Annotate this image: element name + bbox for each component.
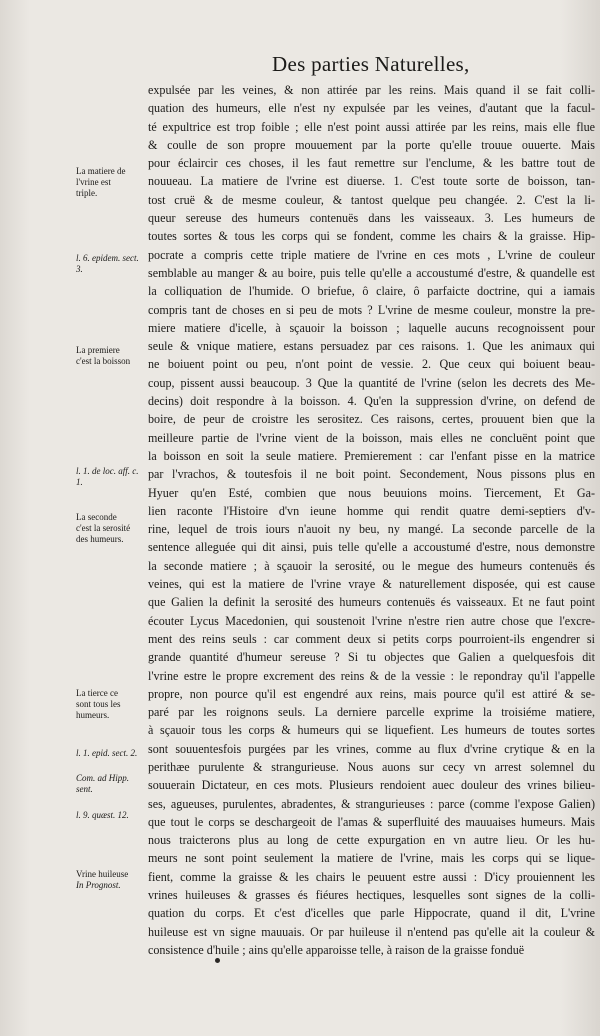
text-line: coup, pissent aussi beaucoup. 3 Que la quantité de l'vrine (selon les decrets des Me- (148, 375, 595, 390)
margin-note-line: La seconde (76, 512, 117, 522)
text-line: la boisson en soit la seule matiere. Premierement : car l'enfant pisse en la matrice (148, 448, 595, 463)
margin-note-urine-matter (76, 166, 146, 199)
text-line: té expultrice est trop foible ; elle n'est point aussi attirée par les reins, mais elle flue (148, 119, 595, 134)
text-line: compris tant de choses en si peu de mots ? L'vrine de mesme couleur, monstre la pre- (148, 302, 595, 317)
margin-note-line: sont tous les (76, 699, 121, 709)
text-line: quation des humeurs, elle n'est ny expulsée par les veines, d'autant que la facul- (148, 101, 595, 116)
text-line: consistence d'huile ; ains qu'elle apparoisse telle, à raison de la graisse fonduë (148, 942, 525, 957)
ink-spot (215, 958, 220, 963)
text-line: écouter Lycus Macedonien, qui soustenoit l'vrine n'estre rien autre chose que l'excre- (148, 613, 595, 628)
running-head-title: Des parties Naturelles, (272, 52, 470, 76)
text-line: perithæe purulente & strangurieuse. Nous auons sur cecy vn arrest solemnel du (148, 759, 595, 774)
margin-note-line: l. 6. epidem. sect. (76, 253, 139, 263)
text-line: par l'vrachos, & toutesfois il ne boit point. Secondement, Nous pissons plus en (148, 467, 595, 482)
text-line: queur sereuse des humeurs contenuës dans les vaisseaux. 3. Les humeurs de (148, 211, 595, 226)
margin-note-line: sent. (76, 784, 93, 794)
text-line: veines, qui est la matiere de l'vrine vraye & naturellement disposée, qui est cause (148, 577, 595, 592)
margin-note-ref-loc-aff (76, 466, 146, 488)
text-line: pour éclaircir ces choses, il les faut remettre sur l'enclume, & les battre tout de (148, 156, 595, 171)
margin-note-line: c'est la boisson (76, 356, 131, 366)
text-line: nouueau. La matiere de l'vrine est diuerse. 1. C'est toute sorte de boisson, tan- (148, 174, 595, 189)
text-line: ses, agueuses, purulentes, abradentes, & strangurieuses : parce (comme l'expose Galien) (148, 796, 595, 811)
margin-note-ref-epidem (76, 253, 146, 275)
margin-note-line: La premiere (76, 345, 120, 355)
text-line: meilleure partie de l'vrine vient de la boisson, mais elles ne concluënt point que (148, 430, 595, 445)
text-line: huileuse est vn signe mauuais. Or par huileuse il n'entend pas qu'elle ait la couleur & (148, 924, 595, 939)
margin-note-line: In Prognost. (76, 880, 121, 890)
text-line: semblable au manger & au boire, puis telle qu'elle a accoustumé d'estre, & quandelle est (148, 265, 595, 280)
margin-note-line: l'vrine est (76, 177, 111, 187)
text-line: que Galien la definit la serosité des humeurs contenuës és vaisseaux. Et ne faut point (148, 595, 595, 610)
text-line: l'vrine estre le propre excrement des reins & de la vessie : le repondray qu'il l'appelle (148, 668, 595, 683)
margin-note-line: l. 1. de loc. aff. c. (76, 466, 139, 476)
margin-note-ref-quaest (76, 810, 146, 821)
text-line: pocrate a compris cette triple matiere de l'vrine en ces mots , L'vrine de couleur (148, 247, 595, 262)
text-line: la seconde matiere ; à sçauoir la serosité, ou le megue des humeurs contenuës és (148, 558, 595, 573)
margin-note-first-matter (76, 345, 146, 367)
margin-note-line: humeurs. (76, 710, 110, 720)
text-line: à sçauoir tous les corps & humeurs qui se liquefient. Les humeurs de toutes sortes (148, 723, 595, 738)
margin-note-second-matter (76, 512, 146, 545)
text-line: grande quantité d'humeur sereuse ? Si tu objectes que Galien a quelquesfois dit (148, 650, 595, 665)
margin-note-line: c'est la serosité (76, 523, 131, 533)
text-line: expulsée par les veines, & non attirée par les reins. Mais quand il se fait colli- (148, 83, 595, 97)
text-line: seule & vnique matiere, estans persuadez par ces raisons. 1. Que les animaux qui (148, 339, 595, 354)
margin-note-ref-com-hipp (76, 773, 146, 795)
margin-note-line: La matiere de (76, 166, 126, 176)
margin-note-ref-epid-sect (76, 748, 146, 759)
text-line: boire, de peur de croistre les serositez. Ces raisons, certes, prouuent bien que la (148, 412, 595, 427)
text-line: tost cruë & de mesme couleur, & tantost quelque peu changée. 2. C'est la li- (148, 192, 595, 207)
text-line: toutes sortes & tous les corps qui se fondent, comme les chairs & la graisse. Hip- (148, 229, 595, 244)
text-line: meurs ne sont point seulement la matiere de l'vrine, mais les corps qui se lique- (148, 851, 595, 866)
text-line: propre, non pource qu'il est engendré aux reins, mais pource qu'il est attiré & se- (148, 686, 595, 701)
text-line: nous traicterons plus au long de cette expurgation en vn autre lieu. Or les hu- (148, 833, 595, 848)
text-line: miere matiere d'icelle, à sçauoir la boisson ; laquelle aucuns recognoissent pour (148, 320, 595, 335)
text-line: quation du corps. Et c'est d'icelles que parle Hippocrate, quand il dit, L'vrine (148, 906, 595, 921)
margin-note-line: l. 9. quæst. 12. (76, 810, 129, 820)
text-line: rine, lequel de trois iours n'auoit ny beu, ny mangé. La seconde parcelle de la (148, 522, 595, 537)
margin-note-line: l. 1. epid. sect. 2. (76, 748, 138, 758)
margin-note-third-matter (76, 688, 146, 721)
margin-note-line: 1. (76, 477, 83, 487)
margin-note-line: Vrine huileuse (76, 869, 129, 879)
text-line: sont souuentesfois purgées par les vrines, comme au flux d'vrine crytique & en la (148, 741, 595, 756)
text-line: que tout le corps se deschargeoit de l'amas & superfluité des mauuaises humeurs. Mais (148, 814, 595, 829)
text-line: Hyuer qu'en Esté, combien que nous beuuions moins. Tiercement, Et Ga- (148, 485, 595, 500)
text-line: lien raconte l'Histoire d'vn ieune homme qui rendit quatre demi-septiers d'v- (148, 503, 595, 518)
main-text-column (148, 81, 595, 959)
text-line: & coulle de son propre mouuement par la porte qu'elle trouue ouuerte. Mais (148, 137, 595, 152)
text-line: vrines huileuses & grasses és fiéures hectiques, lesquelles sont signes de la colli- (148, 888, 595, 903)
margin-note-line: Com. ad Hipp. (76, 773, 130, 783)
text-line: fient, comme la graisse & les chairs le peuuent estre aussi : D'icy prouiennent les (148, 869, 595, 884)
text-line: la colliquation de l'humide. O briefue, ô claire, ô parfaicte doctrine, qui a iamais (148, 284, 595, 299)
text-line: souuerain Dictateur, en ces mots. Plusieurs rendoient auec douleur des vrines bilieu- (148, 778, 595, 793)
text-line: paré par les roignons seuls. La derniere parcelle exprime la troisiéme matiere, (148, 705, 595, 720)
margin-note-line: des humeurs. (76, 534, 124, 544)
margin-note-oily-urine (76, 869, 146, 891)
text-line: ment des reins seuls : car comment deux si petits corps pourroient-ils engendrer si (148, 631, 595, 646)
margin-note-line: triple. (76, 188, 98, 198)
margin-note-line: La tierce ce (76, 688, 118, 698)
text-line: sentence alleguée qui dit ainsi, puis telle qu'elle a accoustumé d'estre, nous demonstre (148, 540, 595, 555)
text-line: decins) doit respondre à la boisson. 4. Qu'en la suppression d'vrine, on defend de (148, 394, 595, 409)
margin-note-line: 3. (76, 264, 83, 274)
text-line: ne boiuent point ou peu, n'ont point de vessie. 2. Que ceux qui boiuent beau- (148, 357, 595, 372)
